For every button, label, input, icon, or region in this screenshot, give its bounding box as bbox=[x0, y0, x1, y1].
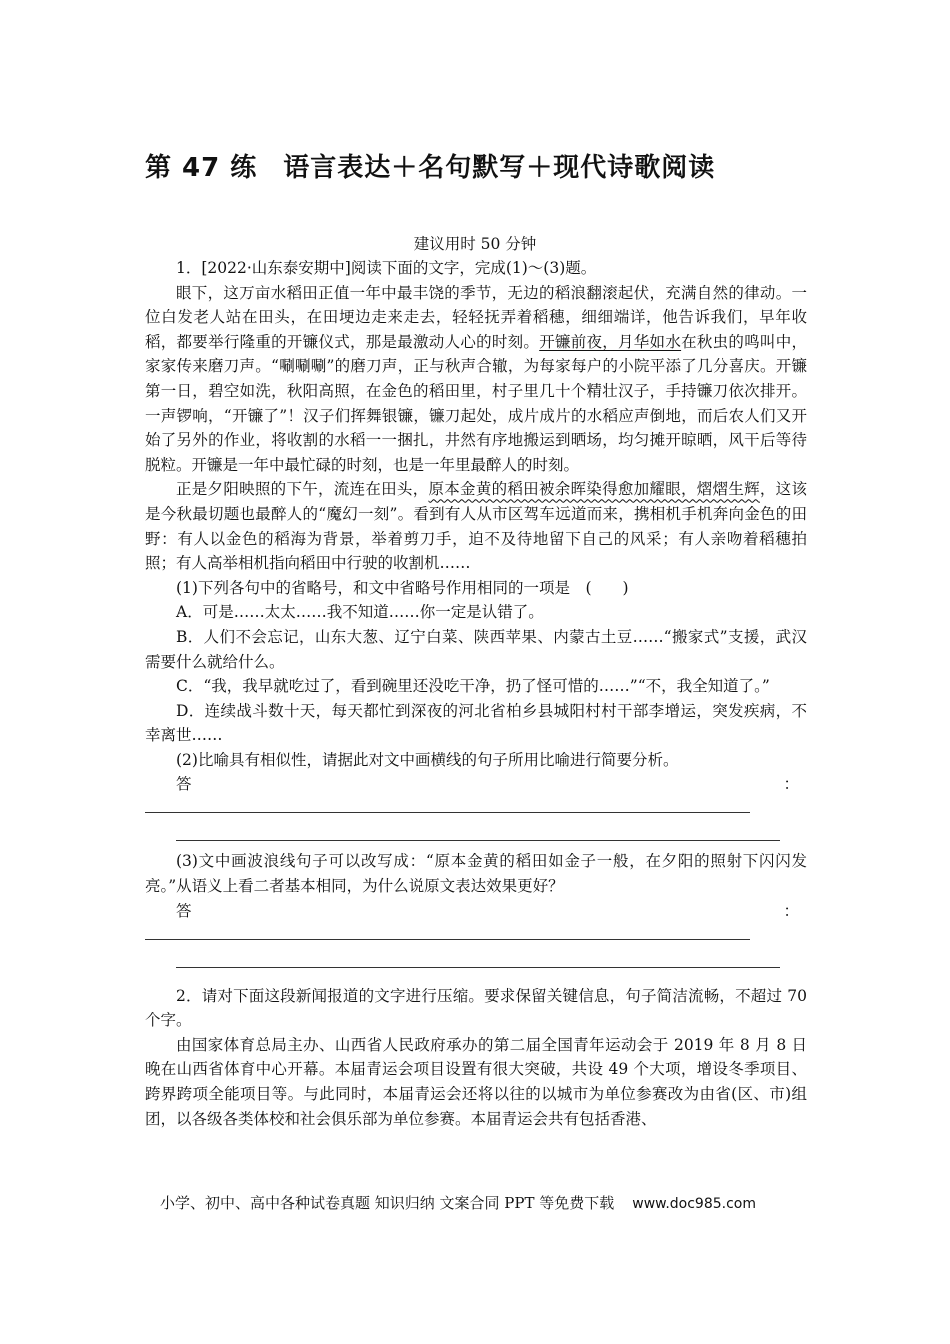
answer-line[interactable] bbox=[145, 797, 750, 813]
answer-colon: ： bbox=[783, 901, 799, 920]
answer-colon: ： bbox=[783, 775, 799, 794]
underlined-sentence: 开镰前夜，月华如水 bbox=[539, 332, 682, 351]
wavy-underlined-sentence: 原本金黄的稻田被余晖染得愈加耀眼，熠熠生辉 bbox=[428, 480, 760, 499]
answer-line[interactable] bbox=[176, 813, 780, 841]
footer-banner bbox=[160, 1192, 756, 1213]
answer-line[interactable] bbox=[145, 924, 750, 940]
option-d: D．连续战斗数十天，每天都忙到深夜的河北省柏乡县城阳村村干部李增运，突发疾病，不幸离世…… bbox=[145, 701, 807, 745]
footer-url[interactable]: www.doc985.com bbox=[632, 1196, 757, 1212]
passage-paragraph-2: 正是夕阳映照的下午，流连在田头，原本金黄的稻田被余晖染得愈加耀眼，熠熠生辉，这该是今秋最切题也最醉人的“魔幻一刻”。看到有人从市区驾车远道而来，携相机手机奔向金色的田野：有人以金色的稻海为背景，举着剪刀手，迫不及待地留下自己的风采；有人亲吻着稻穗拍照；有人高举相机指向稻田中行驶的收割机…… bbox=[145, 480, 807, 573]
passage-paragraph-1: 眼下，这万亩水稻田正值一年中最丰饶的季节，无边的稻浪翻滚起伏，充满自然的律动。一位白发老人站在田头，在田埂边走来走去，轻轻抚弄着稻穗，细细端详，他告诉我们，早年收稻，都要举行隆重的开镰仪式，那是最激动人心的时刻。开镰前夜，月华如水在秋虫的鸣叫中，家家传来磨刀声。“唰唰唰”的磨刀声，正与秋声合辙，为每家每户的小院平添了几分喜庆。开镰第一日，碧空如洗，秋阳高照，在金色的稻田里，村子里几十个精壮汉子，手持镰刀依次排开。一声锣响，“开镰了”！汉子们挥舞银镰，镰刀起处，成片成片的水稻应声倒地，而后农人们又开始了另外的作业，将收割的水稻一一捆扎，井然有序地搬运到晒场，均匀摊开晾晒，风干后等待脱粒。开镰是一年中最忙碌的时刻，也是一年里最醉人的时刻。 bbox=[145, 283, 807, 474]
footer-text: 小学、初中、高中各种试卷真题 知识归纳 文案合同 PPT 等免费下载 bbox=[160, 1194, 615, 1212]
answer-label: 答 bbox=[176, 901, 192, 920]
sub-question-2: (2)比喻具有相似性，请据此对文中画横线的句子所用比喻进行简要分析。 bbox=[176, 750, 679, 769]
title-lesson-number: 第 47 练 bbox=[145, 153, 258, 183]
suggested-time: 建议用时 50 分钟 bbox=[413, 235, 537, 253]
question-1-stem: 1．[2022·山东泰安期中]阅读下面的文字，完成(1)～(3)题。 bbox=[176, 259, 597, 277]
sub-question-1: (1)下列各句中的省略号，和文中省略号作用相同的一项是 ( ) bbox=[176, 578, 629, 597]
option-b: B．人们不会忘记，山东大葱、辽宁白菜、陕西苹果、内蒙古土豆……“搬家式”支援，武汉需要什么就给什么。 bbox=[145, 627, 807, 671]
news-passage: 由国家体育总局主办、山西省人民政府承办的第二届全国青年运动会于 2019 年 8 月 8 日晚在山西省体育中心开幕。本届青运会项目设置有很大突破，共设 49 个大项，增设冬季项目、跨界跨项全能项目等。与此同时，本届青运会还将以往的以城市为单位参赛改为由省(区、市)组团，以各级各类体校和社会俱乐部为单位参赛。本届青运会共有包括香港、 bbox=[145, 1035, 807, 1128]
page-title bbox=[145, 147, 715, 184]
question-2-stem: 2．请对下面这段新闻报道的文字进行压缩。要求保留关键信息，句子简洁流畅，不超过 70 个字。 bbox=[145, 986, 807, 1030]
answer-row-2 bbox=[145, 772, 807, 797]
sub-question-3: (3)文中画波浪线句子可以改写成：“原本金黄的稻田如金子一般，在夕阳的照射下闪闪发亮。”从语义上看二者基本相同，为什么说原文表达效果更好？ bbox=[145, 852, 807, 896]
option-a: A．可是……太太……我不知道……你一定是认错了。 bbox=[176, 603, 544, 622]
answer-label: 答 bbox=[176, 775, 192, 794]
question-body bbox=[145, 256, 807, 1131]
answer-row-3 bbox=[145, 899, 807, 924]
option-c: C．“我，我早就吃过了，看到碗里还没吃干净，扔了怪可惜的……”“不，我全知道了。” bbox=[176, 677, 770, 696]
title-topic: 语言表达＋名句默写＋现代诗歌阅读 bbox=[283, 153, 716, 183]
answer-line[interactable] bbox=[176, 940, 780, 968]
